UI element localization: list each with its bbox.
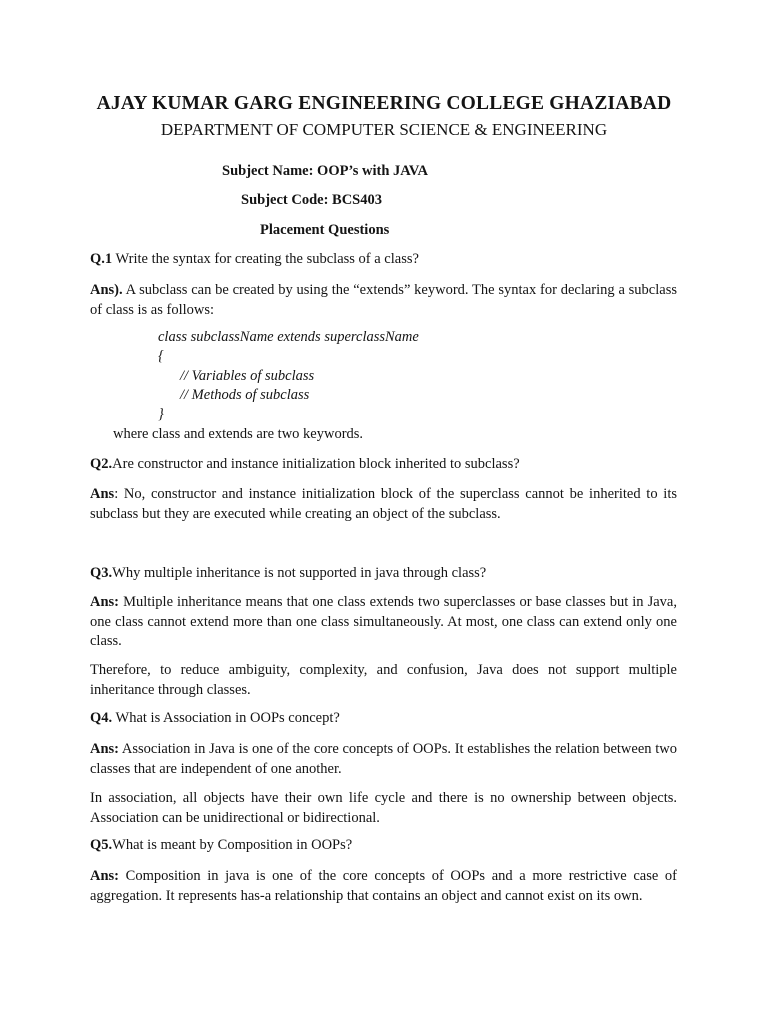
answer-text: Association in Java is one of the core concepts of OOPs. It establishes the relation between two classes that are independent of one another. — [90, 741, 677, 777]
code-line-1: class subclassName extends superclassName — [158, 329, 419, 345]
college-title: AJAY KUMAR GARG ENGINEERING COLLEGE GHAZIABAD — [96, 93, 672, 114]
section-title: Placement Questions — [260, 222, 390, 238]
question-label: Q5. — [90, 837, 113, 853]
answer-2 — [90, 485, 677, 524]
question-3 — [90, 565, 486, 582]
subject-name: Subject Name: OOP’s with JAVA — [222, 163, 428, 179]
code-line-3: // Variables of subclass — [180, 368, 315, 384]
question-label: Q.1 — [90, 251, 113, 267]
code-line-4: // Methods of subclass — [180, 387, 310, 403]
code-line-5: } — [158, 406, 164, 422]
question-label: Q3. — [90, 565, 113, 581]
question-text: What is meant by Composition in OOPs? — [112, 837, 353, 853]
code-line-2: { — [158, 348, 164, 364]
answer-label: Ans — [90, 486, 115, 502]
answer-label: Ans). — [90, 282, 123, 298]
question-4 — [90, 710, 340, 727]
answer-text: Multiple inheritance means that one class extends two superclasses or base classes but in Java, one class cannot extend more than one class simultaneously. At most, one class can extend only one class. — [90, 594, 677, 649]
question-label: Q2. — [90, 456, 113, 472]
question-2 — [90, 456, 520, 473]
answer-5 — [90, 867, 677, 906]
answer-text: A subclass can be created by using the “extends” keyword. The syntax for declaring a subclass of class is as follows: — [90, 282, 677, 318]
answer-4-continued: In association, all objects have their own life cycle and there is no ownership between objects. Association can be unidirectional or bidirectional. — [90, 790, 677, 826]
answer-label: Ans: — [90, 868, 120, 884]
answer-text: Composition in java is one of the core concepts of OOPs and a more restrictive case of aggregation. It represents has-a relationship that contains an object and cannot exist on its own. — [90, 868, 677, 904]
answer-1 — [90, 281, 677, 320]
department-title: DEPARTMENT OF COMPUTER SCIENCE & ENGINEERING — [160, 120, 608, 139]
question-label: Q4. — [90, 710, 113, 726]
answer-3-continued: Therefore, to reduce ambiguity, complexity, and confusion, Java does not support multiple inheritance through classes. — [90, 662, 677, 698]
question-text: What is Association in OOPs concept? — [112, 710, 340, 726]
code-note: where class and extends are two keywords. — [113, 426, 364, 442]
question-text: Write the syntax for creating the subclass of a class? — [112, 251, 419, 267]
question-text: Why multiple inheritance is not supported in java through class? — [112, 565, 487, 581]
question-1 — [90, 251, 419, 268]
answer-label: Ans: — [90, 741, 120, 757]
answer-label: Ans: — [90, 594, 120, 610]
answer-3 — [90, 593, 677, 652]
answer-text: : No, constructor and instance initialization block of the superclass cannot be inherited to its subclass but they are executed while creating an object of the subclass. — [90, 486, 677, 522]
answer-4 — [90, 740, 677, 779]
subject-code: Subject Code: BCS403 — [241, 192, 382, 208]
question-text: Are constructor and instance initialization block inherited to subclass? — [112, 456, 520, 472]
question-5 — [90, 837, 352, 854]
